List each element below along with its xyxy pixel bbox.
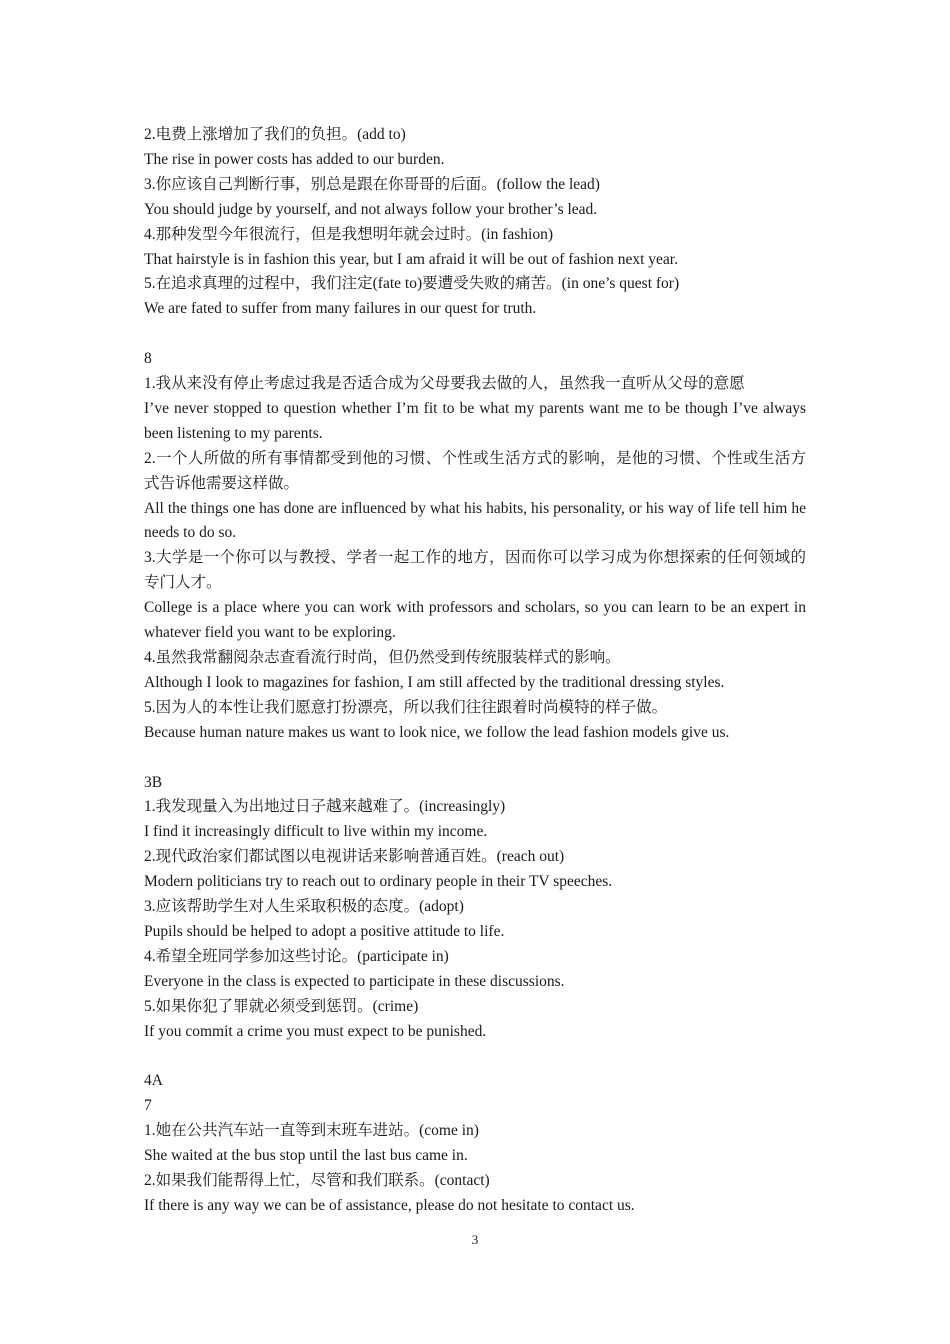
section-previous — [144, 123, 806, 322]
text-line: If there is any way we can be of assistance, please do not hesitate to contact us. — [144, 1196, 635, 1214]
text-line: 4.那种发型今年很流行，但是我想明年就会过时。(in fashion) — [144, 225, 554, 243]
text-line: We are fated to suffer from many failures in our quest for truth. — [144, 300, 537, 318]
blank-line — [144, 1045, 806, 1070]
blank-line — [144, 322, 806, 347]
section-heading: 3B — [144, 773, 163, 791]
text-line: 1.她在公共汽车站一直等到末班车进站。(come in) — [144, 1122, 479, 1140]
text-line: 1.我发现量入为出地过日子越来越难了。(increasingly) — [144, 798, 506, 816]
text-line: 3.大学是一个你可以与教授、学者一起工作的地方，因而你可以学习成为你想探索的任何领域的专门人才。 — [144, 549, 806, 592]
text-line: Everyone in the class is expected to participate in these discussions. — [144, 972, 565, 990]
text-line: 3.应该帮助学生对人生采取积极的态度。(adopt) — [144, 898, 464, 916]
text-line: If you commit a crime you must expect to be punished. — [144, 1022, 487, 1040]
text-line: All the things one has done are influenced by what his habits, his personality, or his way of life tell him he needs to do so. — [144, 499, 806, 542]
text-line: Because human nature makes us want to look nice, we follow the lead fashion models give us. — [144, 723, 730, 741]
text-line: 2.如果我们能帮得上忙，尽管和我们联系。(contact) — [144, 1172, 490, 1190]
section-4a — [144, 1069, 806, 1218]
page-number: 3 — [471, 1232, 479, 1247]
document-body — [144, 123, 806, 1219]
section-8 — [144, 347, 806, 746]
text-line: 5.在追求真理的过程中，我们注定(fate to)要遭受失败的痛苦。(in one’s quest for) — [144, 275, 680, 293]
text-line: Modern politicians try to reach out to ordinary people in their TV speeches. — [144, 873, 613, 891]
text-line: 2.现代政治家们都试图以电视讲话来影响普通百姓。(reach out) — [144, 848, 565, 866]
text-line: She waited at the bus stop until the last bus came in. — [144, 1147, 468, 1165]
text-line: I find it increasingly difficult to live within my income. — [144, 823, 488, 841]
text-line: I’ve never stopped to question whether I’m fit to be what my parents want me to be though I’ve always been listening to my parents. — [144, 399, 806, 442]
section-heading: 4A — [144, 1072, 163, 1090]
blank-line — [144, 746, 806, 771]
text-line: 2.电费上涨增加了我们的负担。(add to) — [144, 126, 406, 143]
section-3b — [144, 771, 806, 1045]
text-line: Although I look to magazines for fashion, I am still affected by the traditional dressing styles. — [144, 673, 725, 691]
text-line: 5.如果你犯了罪就必须受到惩罚。(crime) — [144, 997, 419, 1015]
text-line: 1.我从来没有停止考虑过我是否适合成为父母要我去做的人，虽然我一直听从父母的意愿 — [144, 375, 745, 393]
text-line: 2.一个人所做的所有事情都受到他的习惯、个性或生活方式的影响，是他的习惯、个性或生活方式告诉他需要这样做。 — [144, 449, 806, 492]
text-line: College is a place where you can work with professors and scholars, so you can learn to be an expert in whatever field you want to be exploring. — [144, 599, 806, 642]
text-line: 5.因为人的本性让我们愿意打扮漂亮，所以我们往往跟着时尚模特的样子做。 — [144, 698, 668, 716]
text-line: 4.虽然我常翻阅杂志查看流行时尚，但仍然受到传统服装样式的影响。 — [144, 649, 621, 667]
text-line: Pupils should be helped to adopt a positive attitude to life. — [144, 922, 505, 940]
text-line: 3.你应该自己判断行事，别总是跟在你哥哥的后面。(follow the lead) — [144, 175, 600, 193]
text-line: You should judge by yourself, and not always follow your brother’s lead. — [144, 200, 598, 218]
text-line: That hairstyle is in fashion this year, but I am afraid it will be out of fashion next year. — [144, 250, 678, 268]
section-subheading: 7 — [144, 1097, 152, 1115]
text-line: 4.希望全班同学参加这些讨论。(participate in) — [144, 947, 449, 965]
section-heading: 8 — [144, 350, 152, 368]
text-line: The rise in power costs has added to our burden. — [144, 150, 445, 168]
